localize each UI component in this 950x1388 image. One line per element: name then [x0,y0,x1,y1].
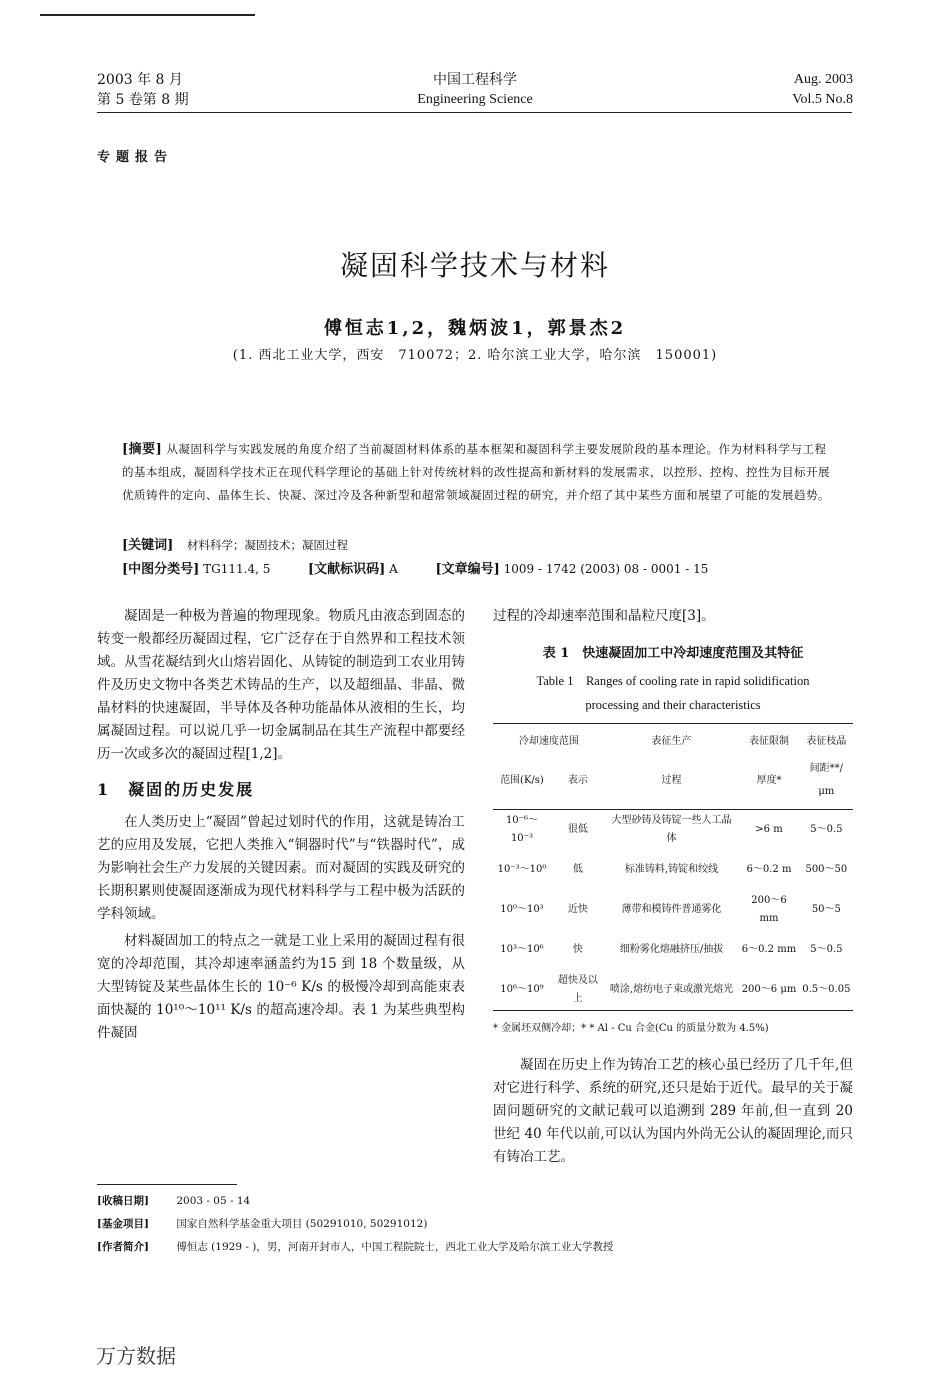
table-header-label: 表示 [551,755,605,810]
table-caption-cn: 表 1 快速凝固加工中冷却速度范围及其特征 [542,646,804,661]
table-header-range: 范围(K/s) [493,755,551,810]
keywords [122,534,348,553]
right-column [493,605,853,1169]
body-paragraph: 材料凝固加工的特点之一就是工业上采用的凝固过程有很宽的冷却范围，其冷却速率涵盖约为15 到 18 个数量级，从大型铸锭及某些晶体生长的 10⁻⁶ K/s 的极慢冷却到高能束表面快凝的 10¹⁰～10¹¹ K/s 的超高速冷却。表 1 为某些典型构件凝固 [97,933,465,1041]
header-date: 2003 年 8 月 [97,72,183,88]
received-value: 2003 - 05 - 14 [176,1195,251,1207]
cell-spacing: 50～5 [811,904,841,915]
body-paragraph: 在人类历史上“凝固”曾起过划时代的作用，这就是铸冶工艺的应用及发展，它把人类推入“铜器时代”与“铁器时代”，成为影响社会生产力发展的关键因素。而对凝固的实践及研究的长期积累则使凝固逐渐成为现代材料科学与工程中极为活跃的学科领域。 [97,814,465,922]
cell-thickness: 200～6 mm [751,895,787,924]
received-label: [收稿日期] [97,1195,149,1207]
cell-process: 大型砂铸及铸锭一些人工晶体 [611,815,732,844]
section-tag: 专题报告 [97,150,174,165]
cell-process: 喷涂,熔纺电子束或激光熔光 [605,970,739,1011]
abstract-text: 从凝固科学与实践发展的角度介绍了当前凝固材料体系的基本框架和凝固科学主要发展阶段的基本理论。作为材料科学与工程的基本组成，凝固科学技术正在现代科学理论的基础上针对传统材料的改性提高和新材料的发展需求，以控形、控构、控性为目标开展优质铸件的定向、晶体生长、快凝、深过冷及各种新型和超常领域凝固过程的研究，并介绍了其中某些方面和展望了可能的发展趋势。 [122,442,830,502]
cell-label: 近快 [567,904,588,915]
keywords-text: 材料科学；凝固技术；凝固过程 [186,538,348,552]
authors: 傅恒志1,2，魏炳波1，郭景杰2 [323,318,627,339]
table-row [493,850,853,890]
table-header-cooling-range: 冷却速度范围 [493,724,605,756]
top-rule [40,14,255,16]
section-heading: 1 凝固的历史发展 [97,780,255,799]
cell-label: 超快及以上 [551,970,605,1011]
author-bio-label: [作者简介] [97,1241,149,1253]
cell-thickness: 6～0.2 mm [741,944,797,955]
abstract-label: [摘要] [122,442,163,457]
table-caption-en [493,669,853,717]
cell-range: 10³～10⁶ [500,944,544,955]
cooling-rate-table [493,723,853,1011]
cell-thickness: >6 m [755,824,783,835]
table-header-spacing: 间距**/μm [800,755,853,810]
cell-process: 薄带和模铸件普通雾化 [621,904,722,915]
left-column [97,605,465,1045]
cell-thickness: 200～6 μm [738,970,799,1011]
cell-spacing: 500～50 [805,864,848,875]
abstract [122,438,832,507]
doc-code-label: [文献标识码] [308,562,386,577]
cell-spacing: 5～0.5 [810,824,843,835]
cell-process: 细粉雾化熔融挤压/抽拔 [619,944,724,955]
journal-name-cn: 中国工程科学 [433,72,517,88]
fund-label: [基金项目] [97,1218,149,1230]
body-paragraph: 凝固在历史上作为铸冶工艺的核心虽已经历了几千年,但对它进行科学、系统的研究,还只是始于近代。最早的关于凝固问题研究的文献记载可以追溯到 289 年前,但一直到 20 世纪 40 年代以前,可以认为国内外尚无公认的凝固理论,而只有铸冶工艺。 [493,1057,853,1165]
footnotes [97,1190,857,1259]
table-header-spacing-group: 表征枝晶 [800,724,853,756]
table-row [493,930,853,970]
cell-process: 标准铸料,铸锭和绞线 [624,864,719,875]
cell-spacing: 0.5～0.05 [800,970,853,1011]
keywords-label: [关键词] [122,538,174,553]
table-row [493,810,853,851]
article-number-value: 1009 - 1742 (2003) 08 - 0001 - 15 [503,562,709,576]
header-right [792,70,853,110]
body-paragraph-continued: 过程的冷却速率范围和晶粒尺度[3]。 [493,608,715,624]
header-volume-en: Vol.5 No.8 [792,92,853,107]
cell-range: 10⁻³～10⁰ [497,864,547,875]
article-number-label: [文章编号] [435,562,500,577]
paper-title: 凝固科学技术与材料 [339,249,610,282]
cell-label: 快 [572,944,583,955]
cell-range: 10⁻⁶～10⁻³ [505,815,538,844]
journal-name-en: Engineering Science [417,92,533,107]
table-header-process-group: 表征生产 [605,724,739,756]
footnote-received [97,1190,857,1213]
author-bio-value: 傅恒志 (1929 - )，男，河南开封市人，中国工程院院士，西北工业大学及哈尔滨工业大学教授 [176,1241,614,1253]
table-row [493,890,853,930]
doc-code-value: A [389,562,398,576]
classification-line [122,558,842,577]
header-rule [97,112,852,113]
body-paragraph: 凝固是一种极为普遍的物理现象。物质凡由液态到固态的转变一般都经历凝固过程，它广泛存在于自然界和工程技术领域。从雪花凝结到火山熔岩固化、从铸锭的制造到工农业用铸件及历史文物中各类艺术铸品的生产，以及超细晶、非晶、微晶材料的快速凝固，半导体及各种功能晶体从液相的生长，均属凝固过程。可以说几乎一切金属制品在其生产流程中都要经历一次或多次的凝固过程[1,2]。 [97,608,465,762]
cell-range: 10⁰～10³ [500,904,544,915]
cell-label: 很低 [567,824,588,835]
header-date-en: Aug. 2003 [793,72,853,87]
cell-spacing: 5～0.5 [810,944,843,955]
clc-label: [中图分类号] [122,562,200,577]
clc-value: TG111.4, 5 [203,562,271,576]
watermark: 万方数据 [96,1344,176,1368]
table-note: * 金属坯双侧冷却；* * Al - Cu 合金(Cu 的质量分数为 4.5%) [493,1023,769,1034]
cell-thickness: 6～0.2 m [746,864,792,875]
footnote-fund [97,1213,857,1236]
affiliations: (1. 西北工业大学，西安 710072；2. 哈尔滨工业大学，哈尔滨 150001) [232,348,718,363]
cell-label: 低 [572,864,583,875]
cell-range: 10⁶～10⁹ [493,970,551,1011]
footnote-author [97,1236,857,1259]
table-header-process: 过程 [605,755,739,810]
footnote-rule [97,1184,237,1185]
table-header-thickness-group: 表征限制 [738,724,799,756]
table-caption-en-line2: processing and their characteristics [585,698,761,712]
table-header-thickness: 厚度* [738,755,799,810]
header-volume: 第 5 卷第 8 期 [97,92,189,108]
table-row [493,970,853,1011]
fund-value: 国家自然科学基金重大项目 (50291010, 50291012) [176,1218,428,1230]
table-caption-en-line1: Table 1 Ranges of cooling rate in rapid solidification [536,674,810,688]
